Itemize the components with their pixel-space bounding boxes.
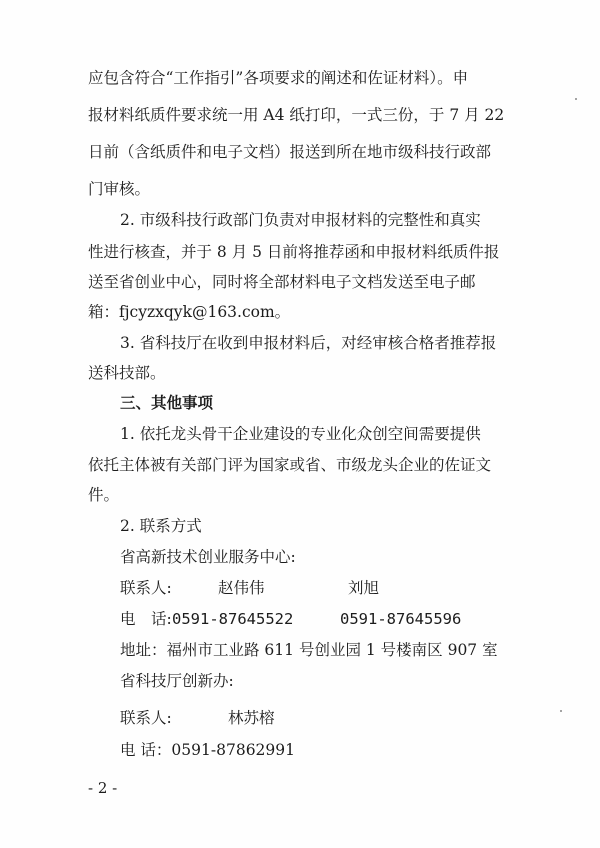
body-text-line: 门审核。: [88, 180, 151, 198]
contact-name: 林苏榕: [228, 709, 275, 727]
body-text-line: 依托主体被有关部门评为国家或省、市级龙头企业的佐证文: [88, 456, 492, 474]
contact-label: 联系人:: [120, 579, 172, 597]
contact-name: 赵伟伟: [218, 579, 265, 597]
body-text-line: 1. 依托龙头骨干企业建设的专业化众创空间需要提供: [120, 425, 481, 443]
phone-number: 0591-87645522: [172, 610, 294, 628]
body-text-line: 应包含符合“工作指引”各项要求的阐述和佐证材料）。申: [88, 69, 469, 87]
contact-label: 联系人:: [120, 709, 172, 727]
page-number: - 2 -: [88, 779, 118, 797]
body-text-line: 送至省创业中心，同时将全部材料电子文档发送至电子邮: [88, 273, 476, 291]
scan-speck: [560, 710, 562, 712]
phone-line: 电 话：0591-87862991: [120, 741, 296, 759]
body-text-line: 3. 省科技厅在收到申报材料后，对经审核合格者推荐报: [120, 334, 497, 352]
body-text-line: 报材料纸质件要求统一用 A4 纸打印，一式三份，于 7 月 22: [88, 106, 505, 124]
phone-label: 电 话:: [120, 610, 172, 628]
section-heading: 三、其他事项: [120, 394, 214, 412]
organization-name: 省科技厅创新办:: [120, 672, 234, 690]
body-text-line: 箱：fjcyzxqyk@163.com。: [88, 303, 291, 321]
phone-number: 0591-87645596: [340, 610, 462, 628]
contact-name: 刘旭: [348, 579, 380, 597]
organization-name: 省高新技术创业服务中心:: [120, 548, 296, 566]
body-text-line: 送科技部。: [88, 364, 166, 382]
address-line: 地址：福州市工业路 611 号创业园 1 号楼南区 907 室: [120, 641, 498, 659]
body-text-line: 日前（含纸质件和电子文档）报送到所在地市级科技行政部: [88, 143, 492, 161]
body-text-line: 性进行核查，并于 8 月 5 日前将推荐函和申报材料纸质件报: [88, 243, 500, 261]
body-text-line: 件。: [88, 486, 120, 504]
scan-speck: [575, 98, 577, 100]
contact-heading: 2. 联系方式: [120, 517, 202, 535]
body-text-line: 2. 市级科技行政部门负责对申报材料的完整性和真实: [120, 211, 481, 229]
